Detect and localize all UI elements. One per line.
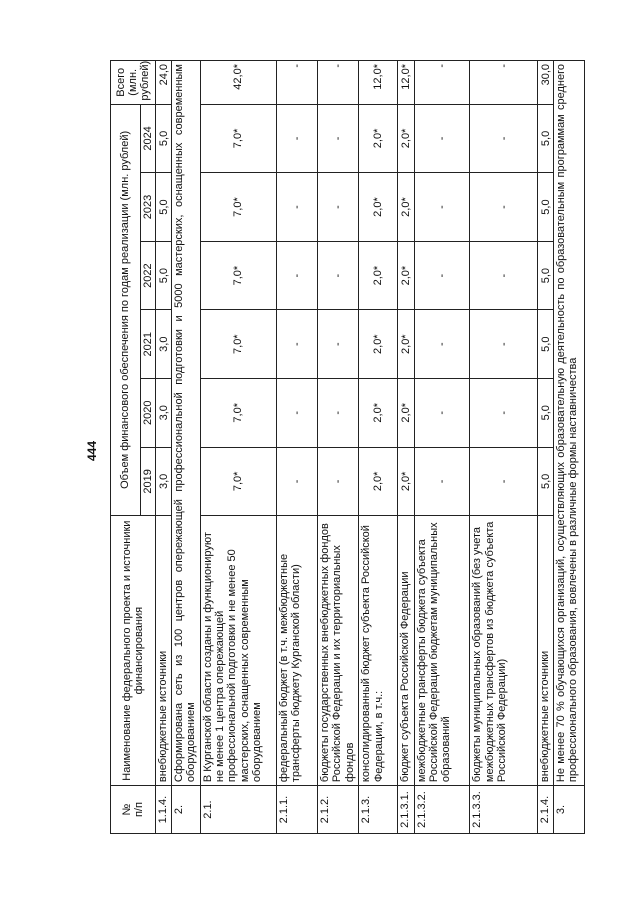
value-cell: 5,0 <box>538 104 554 173</box>
row-num: 2.1.1. <box>277 786 318 834</box>
value-cell: - <box>318 447 359 516</box>
total-cell: - <box>414 61 470 105</box>
value-cell: - <box>414 447 470 516</box>
value-cell: - <box>277 173 318 242</box>
value-cell: - <box>318 104 359 173</box>
value-cell: 5,0 <box>156 173 172 242</box>
header-year: 2019 <box>141 447 156 516</box>
row-name: консолидированный бюджет субъекта Российской Федерации, в т.ч.: <box>359 516 398 786</box>
value-cell: 7,0* <box>200 378 276 447</box>
row-name: В Курганской области созданы и функционируют не менее 1 центра опережающей профессиональной подготовки и не менее 50 мастерских, оснащенных современным оборудованием <box>200 516 276 786</box>
value-cell: 2,0* <box>359 310 398 379</box>
value-cell: - <box>470 447 538 516</box>
value-cell: - <box>414 310 470 379</box>
header-year: 2024 <box>141 104 156 173</box>
row-name: бюджеты государственных внебюджетных фондов Российской Федерации и их территориальных фондов <box>318 516 359 786</box>
value-cell: 2,0* <box>398 173 414 242</box>
header-year: 2021 <box>141 310 156 379</box>
row-num: 1.1.4. <box>156 786 172 834</box>
table-row <box>156 61 172 834</box>
total-cell: 30,0 <box>538 61 554 105</box>
value-cell: 7,0* <box>200 310 276 379</box>
value-cell: 2,0* <box>359 447 398 516</box>
value-cell: - <box>470 378 538 447</box>
value-cell: 2,0* <box>359 378 398 447</box>
table-row <box>359 61 398 834</box>
header-name: Наименование федерального проекта и источники финансирования <box>111 516 156 786</box>
section-heading: Не менее 70 % обучающихся организаций, осуществляющих образовательную деятельность по образовательным программам среднего профессионального образования, вовлечены в различные формы наставничества <box>554 61 585 786</box>
table-row <box>172 61 201 834</box>
value-cell: - <box>277 447 318 516</box>
total-cell: - <box>277 61 318 105</box>
value-cell: - <box>414 173 470 242</box>
value-cell: - <box>318 241 359 310</box>
row-num: 2.1. <box>200 786 276 834</box>
table-row <box>470 61 538 834</box>
value-cell: - <box>318 310 359 379</box>
row-num: 3. <box>554 786 585 834</box>
header-total: Всего (млн. рублей) <box>111 61 156 105</box>
header-num: № п/п <box>111 786 156 834</box>
value-cell: - <box>470 310 538 379</box>
value-cell: 2,0* <box>398 447 414 516</box>
value-cell: - <box>470 241 538 310</box>
value-cell: - <box>414 378 470 447</box>
value-cell: 3,0 <box>156 447 172 516</box>
total-cell: 12,0* <box>359 61 398 105</box>
rotated-page <box>110 60 585 834</box>
header-year: 2023 <box>141 173 156 242</box>
row-num: 2.1.3. <box>359 786 398 834</box>
row-num: 2.1.3.3. <box>470 786 538 834</box>
value-cell: - <box>414 104 470 173</box>
value-cell: - <box>470 104 538 173</box>
value-cell: 2,0* <box>398 378 414 447</box>
table-row <box>538 61 554 834</box>
row-name: внебюджетные источники <box>156 516 172 786</box>
funding-table <box>110 60 585 834</box>
value-cell: 7,0* <box>200 104 276 173</box>
row-num: 2.1.4. <box>538 786 554 834</box>
table-row <box>200 61 276 834</box>
value-cell: 5,0 <box>156 104 172 173</box>
header-funding-group: Объем финансового обеспечения по годам реализации (млн. рублей) <box>111 104 141 516</box>
value-cell: - <box>470 173 538 242</box>
value-cell: - <box>318 173 359 242</box>
table-row <box>414 61 470 834</box>
value-cell: 7,0* <box>200 173 276 242</box>
row-num: 2. <box>172 786 201 834</box>
header-year: 2020 <box>141 378 156 447</box>
total-cell: - <box>318 61 359 105</box>
value-cell: 5,0 <box>538 378 554 447</box>
row-name: федеральный бюджет (в т.ч. межбюджетные трансферты бюджету Курганской области) <box>277 516 318 786</box>
value-cell: - <box>277 310 318 379</box>
value-cell: 2,0* <box>359 173 398 242</box>
value-cell: - <box>318 378 359 447</box>
value-cell: 2,0* <box>398 310 414 379</box>
value-cell: 3,0 <box>156 310 172 379</box>
value-cell: 7,0* <box>200 241 276 310</box>
value-cell: - <box>277 241 318 310</box>
value-cell: 5,0 <box>538 241 554 310</box>
value-cell: 5,0 <box>538 447 554 516</box>
table-row <box>398 61 414 834</box>
total-cell: 42,0* <box>200 61 276 105</box>
row-num: 2.1.3.1. <box>398 786 414 834</box>
value-cell: - <box>277 104 318 173</box>
total-cell: - <box>470 61 538 105</box>
row-name: внебюджетные источники <box>538 516 554 786</box>
value-cell: 2,0* <box>359 104 398 173</box>
table-row <box>318 61 359 834</box>
header-year: 2022 <box>141 241 156 310</box>
section-heading: Сформирована сеть из 100 центров опережающей профессиональной подготовки и 5000 мастерских, оснащенных современным оборудованием <box>172 61 201 786</box>
total-cell: 12,0* <box>398 61 414 105</box>
value-cell: - <box>277 378 318 447</box>
value-cell: 5,0 <box>538 173 554 242</box>
table-row <box>277 61 318 834</box>
row-name: бюджет субъекта Российской Федерации <box>398 516 414 786</box>
row-name: бюджеты муниципальных образований (без учета межбюджетных трансфертов из бюджета субъекта Российской Федерации) <box>470 516 538 786</box>
value-cell: - <box>414 241 470 310</box>
row-num: 2.1.3.2. <box>414 786 470 834</box>
table-row <box>554 61 585 834</box>
value-cell: 5,0 <box>156 241 172 310</box>
value-cell: 2,0* <box>398 241 414 310</box>
row-num: 2.1.2. <box>318 786 359 834</box>
value-cell: 7,0* <box>200 447 276 516</box>
value-cell: 2,0* <box>398 104 414 173</box>
row-name: межбюджетные трансферты бюджета субъекта Российской Федерации бюджетам муниципальных образований <box>414 516 470 786</box>
value-cell: 2,0* <box>359 241 398 310</box>
value-cell: 3,0 <box>156 378 172 447</box>
page-number: 444 <box>85 440 100 462</box>
total-cell: 24,0 <box>156 61 172 105</box>
value-cell: 5,0 <box>538 310 554 379</box>
